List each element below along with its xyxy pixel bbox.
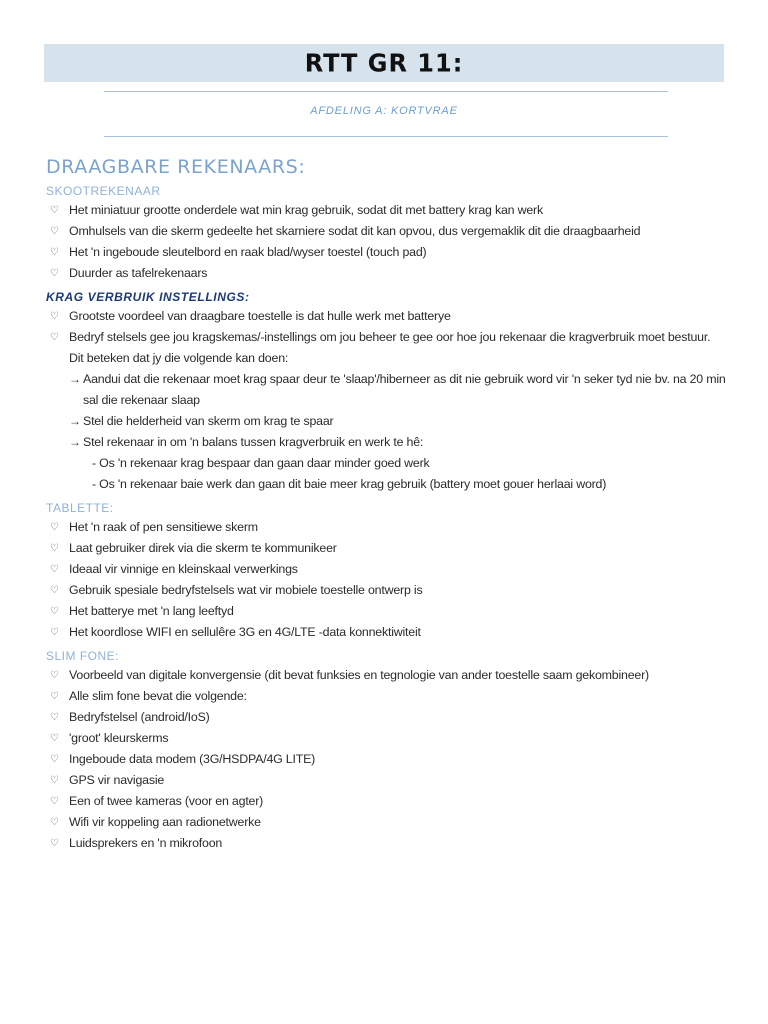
list-item: ♡ Grootste voordeel van draagbare toestelle is dat hulle werk met batterye	[46, 306, 726, 327]
list-item: ♡ 'groot' kleurskerms	[46, 728, 726, 749]
list-item: ♡ Een of twee kameras (voor en agter)	[46, 791, 726, 812]
right-arrow-icon: →	[69, 372, 81, 386]
heart-outline-icon: ♡	[50, 670, 59, 681]
heart-outline-icon: ♡	[50, 205, 59, 216]
heart-outline-icon: ♡	[50, 247, 59, 258]
sub-item: - Os 'n rekenaar baie werk dan gaan dit baie meer krag gebruik (battery moet gouer herlaai word)	[92, 477, 607, 491]
list-item: ♡ Ideaal vir vinnige en kleinskaal verwerkings	[46, 559, 726, 580]
list-item: ♡ Duurder as tafelrekenaars	[46, 263, 726, 284]
list-item: ♡ Het koordlose WIFI en sellulêre 3G en 4G/LTE -data konnektiwiteit	[46, 622, 726, 643]
section-heading-slim-fone: SLIM FONE:	[46, 649, 120, 663]
heart-outline-icon: ♡	[50, 733, 59, 744]
list-item: ♡ Het 'n ingeboude sleutelbord en raak blad/wyser toestel (touch pad)	[46, 242, 726, 263]
list-item: ♡ Ingeboude data modem (3G/HSDPA/4G LITE)	[46, 749, 726, 770]
list-item: ♡ Laat gebruiker direk via die skerm te kommunikeer	[46, 538, 726, 559]
list-item: ♡ Bedryfstelsel (android/IoS)	[46, 707, 726, 728]
heart-outline-icon: ♡	[50, 796, 59, 807]
heart-outline-icon: ♡	[50, 817, 59, 828]
list-item: ♡ GPS vir navigasie	[46, 770, 726, 791]
list-item: ♡ Het miniatuur grootte onderdele wat min krag gebruik, sodat dit met battery krag kan werk	[46, 200, 726, 221]
heart-outline-icon: ♡	[50, 627, 59, 638]
list-item: ♡ Omhulsels van die skerm gedeelte het skarniere sodat dit kan opvou, dus vergemaklik dit die draagbaarheid	[46, 221, 726, 242]
heart-outline-icon: ♡	[50, 691, 59, 702]
arrow-item: → Stel rekenaar in om 'n balans tussen kragverbruik en werk te hê:	[46, 432, 726, 453]
heart-outline-icon: ♡	[50, 332, 59, 343]
heart-outline-icon: ♡	[50, 585, 59, 596]
list-item: ♡ Wifi vir koppeling aan radionetwerke	[46, 812, 726, 833]
heart-outline-icon: ♡	[50, 543, 59, 554]
list-item: ♡ Voorbeeld van digitale konvergensie (dit bevat funksies en tegnologie van ander toestelle saam gekombineer)	[46, 665, 726, 686]
heart-outline-icon: ♡	[50, 564, 59, 575]
right-arrow-icon: →	[69, 414, 81, 428]
main-heading: DRAAGBARE REKENAARS:	[46, 156, 306, 178]
heart-outline-icon: ♡	[50, 775, 59, 786]
heart-outline-icon: ♡	[50, 838, 59, 849]
list-item: ♡ Alle slim fone bevat die volgende:	[46, 686, 726, 707]
divider-bottom	[104, 136, 668, 137]
divider-top	[104, 91, 668, 92]
sub-item: - Os 'n rekenaar krag bespaar dan gaan daar minder goed werk	[92, 456, 430, 470]
heart-outline-icon: ♡	[50, 268, 59, 279]
heart-outline-icon: ♡	[50, 226, 59, 237]
list-item: ♡ Gebruik spesiale bedryfstelsels wat vir mobiele toestelle ontwerp is	[46, 580, 726, 601]
arrow-item: → Aandui dat die rekenaar moet krag spaar deur te 'slaap'/hiberneer as dit nie gebruik word vir 'n seker tyd nie bv. na 20 min sal die rekenaar slaap	[46, 369, 726, 411]
list-item: ♡ Luidsprekers en 'n mikrofoon	[46, 833, 726, 854]
section-heading-krag-verbruik: KRAG VERBRUIK INSTELLINGS:	[46, 290, 250, 304]
heart-outline-icon: ♡	[50, 311, 59, 322]
page-title: RTT GR 11:	[304, 48, 464, 78]
page-subtitle: AFDELING A: KORTVRAE	[310, 105, 458, 117]
right-arrow-icon: →	[69, 435, 81, 449]
heart-outline-icon: ♡	[50, 522, 59, 533]
title-bar	[44, 44, 724, 82]
list-item: ♡ Bedryf stelsels gee jou kragskemas/-instellings om jou beheer te gee oor hoe jou rekenaar die kragverbruik moet bestuur. Dit beteken dat jy die volgende kan doen:	[46, 327, 726, 369]
heart-outline-icon: ♡	[50, 606, 59, 617]
section-heading-tablette: TABLETTE:	[46, 501, 114, 515]
heart-outline-icon: ♡	[50, 754, 59, 765]
document-body	[46, 152, 726, 854]
arrow-item: → Stel die helderheid van skerm om krag te spaar	[46, 411, 726, 432]
list-item: ♡ Het batterye met 'n lang leeftyd	[46, 601, 726, 622]
heart-outline-icon: ♡	[50, 712, 59, 723]
section-heading-skootrekenaar: SKOOTREKENAAR	[46, 184, 161, 198]
list-item: ♡ Het 'n raak of pen sensitiewe skerm	[46, 517, 726, 538]
